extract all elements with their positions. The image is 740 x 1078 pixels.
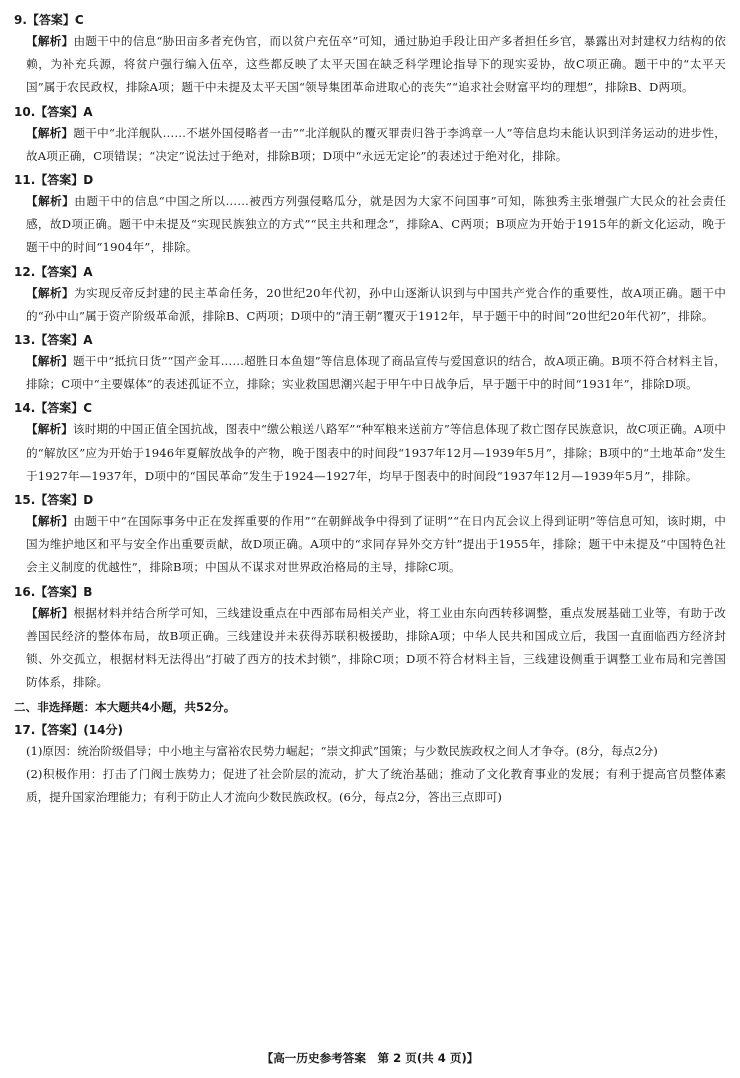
answer-head: 17.【答案】(14分) xyxy=(14,723,123,738)
answer-item-14 xyxy=(14,399,726,488)
analysis-paragraph xyxy=(14,602,726,695)
analysis-tag: 【解析】 xyxy=(26,125,74,140)
answer-head: 15.【答案】D xyxy=(14,493,94,508)
analysis-paragraph xyxy=(14,190,726,260)
answer-head: 12.【答案】A xyxy=(14,264,93,279)
analysis-paragraph xyxy=(14,418,726,488)
analysis-tag: 【解析】 xyxy=(26,514,74,529)
answer-head: 13.【答案】A xyxy=(14,333,93,348)
answer-subitem: (2)积极作用：打击了门阀士族势力；促进了社会阶层的流动，扩大了统治基础；推动了文化教育事业的发展；有利于提高官员整体素质，提升国家治理能力；有利于防止人才流向少数民族政权。(6分，每点2分，答出三点即可) xyxy=(26,767,726,805)
answer-head: 11.【答案】D xyxy=(14,173,94,188)
analysis-tag: 【解析】 xyxy=(26,354,74,369)
analysis-tag: 【解析】 xyxy=(26,285,75,300)
analysis-text: 该时期的中国正值全国抗战，图表中“缴公粮送八路军”“种军粮来送前方”等信息体现了救亡图存民族意识，故C项正确。A项中的“解放区”应为开始于1946年夏解放战争的产物，晚于图表中的时间段“1937年12月—1939年5月”，排除；B项中的“土地革命”发生于1927年—1937年，D项中的“国民革命”发生于1924—1927年，均早于图表中的时间段“1937年12月—1939年5月”，排除。 xyxy=(26,422,726,483)
answer-head: 9.【答案】C xyxy=(14,13,84,27)
analysis-paragraph xyxy=(14,30,726,100)
answer-item-13 xyxy=(14,331,726,396)
answer-subitem: (1)原因：统治阶级倡导；中小地主与富裕农民势力崛起；“崇文抑武”国策；与少数民族政权之间人才争夺。(8分，每点2分) xyxy=(26,744,658,759)
analysis-text: 根据材料并结合所学可知，三线建设重点在中西部布局相关产业，将工业由东向西转移调整，重点发展基础工业等，有助于改善国民经济的整体布局，故B项正确。三线建设并未获得苏联积极援助，排除A项；中华人民共和国成立后，我国一直面临西方经济封锁、外交孤立，根据材料无法得出“打破了西方的技术封锁”，排除C项；D项不符合材料主旨，三线建设侧重于调整工业布局和完善国防体系，排除。 xyxy=(26,605,726,690)
analysis-text: 为实现反帝反封建的民主革命任务，20世纪20年代初，孙中山逐渐认识到与中国共产党合作的重要性，故A项正确。题干中的“孙中山”属于资产阶级革命派，排除B、C两项；D项中的“清王朝”覆灭于1912年，早于题干中的时间“20世纪20年代初”，排除。 xyxy=(26,285,726,323)
analysis-text: 题干中“抵抗日货”“国产金耳……超胜日本鱼翅”等信息体现了商品宣传与爱国意识的结合，故A项正确。B项不符合材料主旨，排除；C项中“主要媒体”的表述孤证不立，排除；实业救国思潮兴起于甲午中日战争后，早于题干中的时间“1931年”，排除D项。 xyxy=(26,354,726,392)
answer-item-15 xyxy=(14,491,726,580)
analysis-paragraph xyxy=(14,510,726,580)
answer-item-9 xyxy=(14,11,726,100)
answer-item-11 xyxy=(14,171,726,260)
answer-content xyxy=(14,8,726,809)
answer-head: 16.【答案】B xyxy=(14,584,93,599)
analysis-text: 由题干中的信息“胁田亩多者充伪官，而以贫户充伍卒”可知，通过胁迫手段让田产多者担任乡官，暴露出对封建权力结构的依赖，为补充兵源，将贫户强行编入伍卒，这些都反映了太平天国在缺乏科学理论指导下的现实妥协，故C项正确。题干中的“太平天国”属于农民政权，排除A项；题干中未提及太平天国“领导集团革命进取心的丧失”“追求社会财富平均的理想”，排除B、D两项。 xyxy=(26,34,726,95)
analysis-tag: 【解析】 xyxy=(26,34,74,48)
answer-item-17 xyxy=(14,721,726,809)
analysis-tag: 【解析】 xyxy=(26,605,74,620)
analysis-tag: 【解析】 xyxy=(26,422,74,437)
analysis-text: 由题干中的信息“中国之所以……被西方列强侵略瓜分，就是因为大家不问国事”可知，陈独秀主张增强广大民众的社会责任感，故D项正确。题干中未提及“实现民族独立的方式”“民主共和理念”，排除A、C两项；B项应为开始于1915年的新文化运动，晚于题干中的时间“1904年”，排除。 xyxy=(26,194,727,255)
page-footer: 【高一历史参考答案 第 2 页(共 4 页)】 xyxy=(261,1051,479,1065)
answer-item-10 xyxy=(14,103,726,168)
analysis-paragraph xyxy=(14,350,726,396)
analysis-text: 由题干中“在国际事务中正在发挥重要的作用”“在朝鲜战争中得到了证明”“在日内瓦会议上得到证明”等信息可知，该时期，中国为维护地区和平与安全作出重要贡献，故D项正确。A项中的“求同存异外交方针”提出于1955年，排除；题干中未提及“中国特色社会主义制度的优越性”，排除B项；中国从不谋求对世界政治格局的主导，排除C项。 xyxy=(26,514,726,575)
answer-head: 14.【答案】C xyxy=(14,401,93,416)
analysis-tag: 【解析】 xyxy=(26,194,75,209)
analysis-paragraph xyxy=(14,122,726,168)
analysis-text: 题干中“北洋舰队……不堪外国侵略者一击”“北洋舰队的覆灭罪责归咎于李鸿章一人”等信息均未能认识到洋务运动的进步性，故A项正确，C项错误；“决定”说法过于绝对，排除B项；D项中“永远无定论”的表述过于绝对化，排除。 xyxy=(26,125,727,163)
answer-head: 10.【答案】A xyxy=(14,104,93,119)
answer-item-16 xyxy=(14,583,726,695)
section-heading: 二、非选择题：本大题共4小题，共52分。 xyxy=(14,700,236,715)
answer-item-12 xyxy=(14,263,726,328)
analysis-paragraph xyxy=(14,282,726,328)
